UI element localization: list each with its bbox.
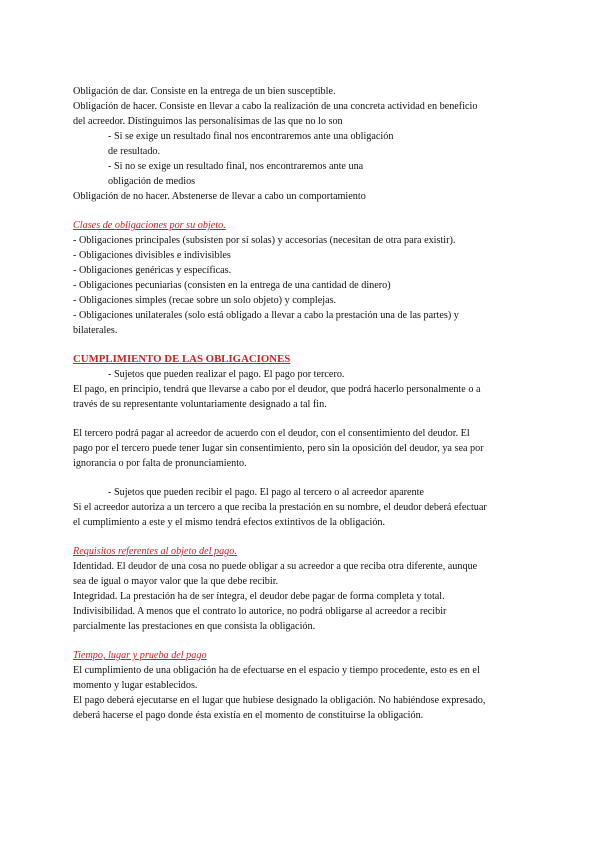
section-heading-clases: Clases de obligaciones por su objeto. (73, 220, 226, 231)
section-heading-tiempo: Tiempo, lugar y prueba del pago (73, 650, 207, 661)
text-line: del acreedor. Distinguimos las personalísimas de las que no lo son (73, 116, 343, 127)
list-item: - Obligaciones pecuniarias (consisten en la entrega de una cantidad de dinero) (73, 280, 391, 291)
list-item: - Si se exige un resultado final nos encontraremos ante una obligación (108, 131, 394, 142)
text-line: pago por el tercero puede tener lugar sin consentimiento, pero sin la oposición del deudor, ya sea por (73, 443, 484, 454)
section-heading-requisitos: Requisitos referentes al objeto del pago. (73, 546, 237, 557)
list-item: - Obligaciones simples (recae sobre un solo objeto) y complejas. (73, 295, 337, 306)
list-item: obligación de medios (108, 176, 196, 187)
text-line: momento y lugar establecidos. (73, 680, 198, 691)
list-item: - Obligaciones genéricas y específicas. (73, 265, 232, 276)
document-body (73, 84, 523, 723)
list-item: bilaterales. (73, 325, 118, 336)
section-heading-cumplimiento: CUMPLIMIENTO DE LAS OBLIGACIONES (73, 353, 291, 365)
text-line: ignorancia o por falta de pronunciamiento. (73, 458, 247, 469)
list-item: de resultado. (108, 146, 161, 157)
list-item: - Obligaciones principales (subsisten por sí solas) y accesorias (necesitan de otra para existir). (73, 235, 456, 246)
text-line: el cumplimiento a este y el mismo tendrá efectos extintivos de la obligación. (73, 517, 386, 528)
text-line: Obligación de no hacer. Abstenerse de llevar a cabo un comportamiento (73, 191, 366, 202)
text-line: Integridad. La prestación ha de ser íntegra, el deudor debe pagar de forma completa y total. (73, 591, 445, 602)
list-item: - Si no se exige un resultado final, nos encontraremos ante una (108, 161, 364, 172)
text-line: El pago, en principio, tendrá que llevarse a cabo por el deudor, que podrá hacerlo personalmente o a (73, 384, 481, 395)
text-line: Obligación de dar. Consiste en la entrega de un bien susceptible. (73, 86, 336, 97)
list-item: - Obligaciones unilaterales (solo está obligado a llevar a cabo la prestación una de las partes) y (73, 310, 459, 321)
text-line: Identidad. El deudor de una cosa no puede obligar a su acreedor a que reciba otra diferente, aunque (73, 561, 478, 572)
text-line: Si el acreedor autoriza a un tercero a que reciba la prestación en su nombre, el deudor deberá efectuar (73, 502, 487, 513)
text-line: El cumplimiento de una obligación ha de efectuarse en el espacio y tiempo procedente, esto es en el (73, 665, 480, 676)
text-line: El pago deberá ejecutarse en el lugar que hubiese designado la obligación. No habiéndose expresado, (73, 695, 486, 706)
subheading-sujetos-recibir: - Sujetos que pueden recibir el pago. El pago al tercero o al acreedor aparente (108, 487, 424, 498)
text-line: sea de igual o mayor valor que la que debe recibir. (73, 576, 279, 587)
text-line: Obligación de hacer. Consiste en llevar a cabo la realización de una concreta actividad en beneficio (73, 101, 478, 112)
text-line: parcialmente las prestaciones en que consista la obligación. (73, 621, 316, 632)
text-line: través de su representante voluntariamente designado a tal fin. (73, 399, 327, 410)
text-line: El tercero podrá pagar al acreedor de acuerdo con el deudor, con el consentimiento del deudor. El (73, 428, 470, 439)
text-line: Indivisibilidad. A menos que el contrato lo autorice, no podrá obligarse al acreedor a recibir (73, 606, 447, 617)
text-line: deberá hacerse el pago donde ésta existía en el momento de constituirse la obligación. (73, 710, 424, 721)
list-item: - Obligaciones divisibles e indivisibles (73, 250, 231, 261)
subheading-sujetos-realizar: - Sujetos que pueden realizar el pago. El pago por tercero. (108, 369, 345, 380)
